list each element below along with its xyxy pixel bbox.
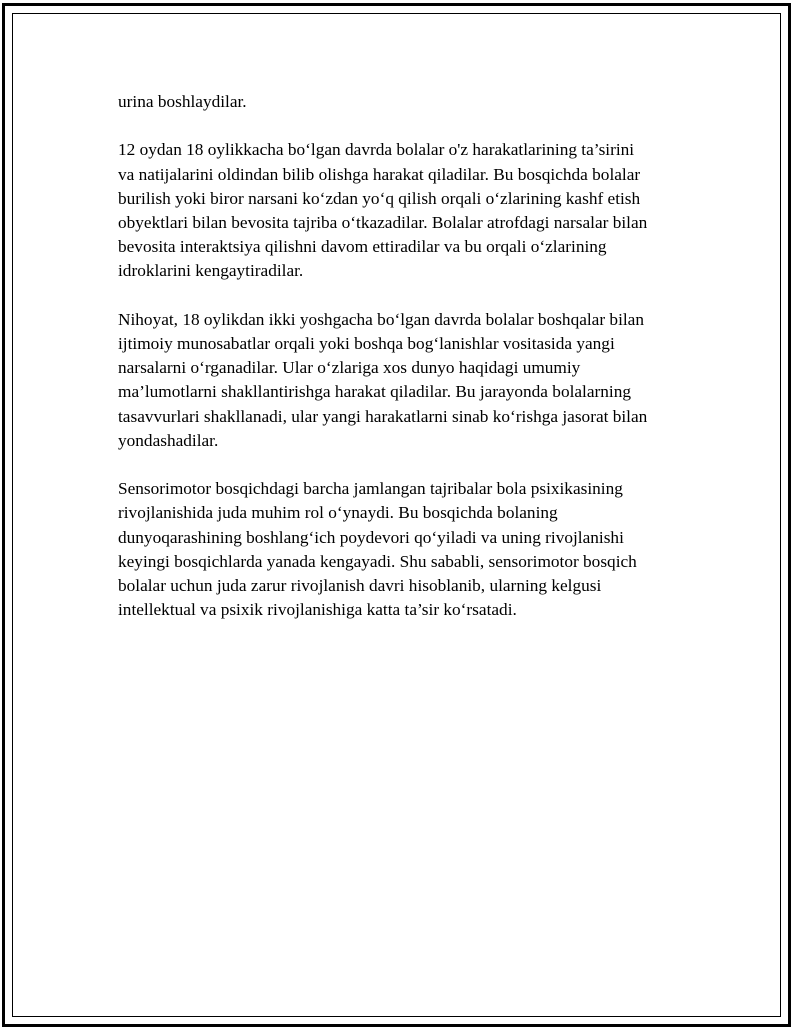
paragraph-18-months-2-years: Nihoyat, 18 oylikdan ikki yoshgacha bo‘lgan davrda bolalar boshqalar bilan ijtimoiy munosabatlar orqali yoki boshqa bog‘lanishlar vositasida yangi narsalarni o‘rganadilar. Ular o‘zlariga xos dunyo haqidagi umumiy ma’lumotlarni shakllantirishga harakat qiladilar. Bu jarayonda bolalarning tasavvurlari shakllanadi, ular yangi harakatlarni sinab ko‘rishga jasorat bilan yondashadilar. (118, 309, 648, 450)
paragraph-12-18-months: 12 oydan 18 oylikkacha bo‘lgan davrda bolalar o'z harakatlarining ta’sirini va natijalarini oldindan bilib olishga harakat qiladilar. Bu bosqichda bolalar burilish yoki biror narsani ko‘zdan yo‘q qilish orqali o‘zlarining kashf etish obyektlari bilan bevosita tajriba o‘tkazadilar. Bolalar atrofdagi narsalar bilan bevosita interaktsiya qilishni davom ettiradilar va bu orqali o‘zlarining idroklarini kengaytiradilar. (118, 140, 648, 281)
document-body (118, 90, 698, 647)
paragraph-continuation: urina boshlaydilar. (118, 92, 247, 111)
paragraph-sensorimotor-summary: Sensorimotor bosqichdagi barcha jamlangan tajribalar bola psixikasining rivojlanishida juda muhim rol o‘ynaydi. Bu bosqichda bolaning dunyoqarashining boshlang‘ich poydevori qo‘yiladi va uning rivojlanishi keyingi bosqichlarda yanada kengayadi. Shu sababli, sensorimotor bosqich bolalar uchun juda zarur rivojlanish davri hisoblanib, ularning kelgusi intellektual va psixik rivojlanishiga katta ta’sir ko‘rsatadi. (118, 479, 637, 620)
